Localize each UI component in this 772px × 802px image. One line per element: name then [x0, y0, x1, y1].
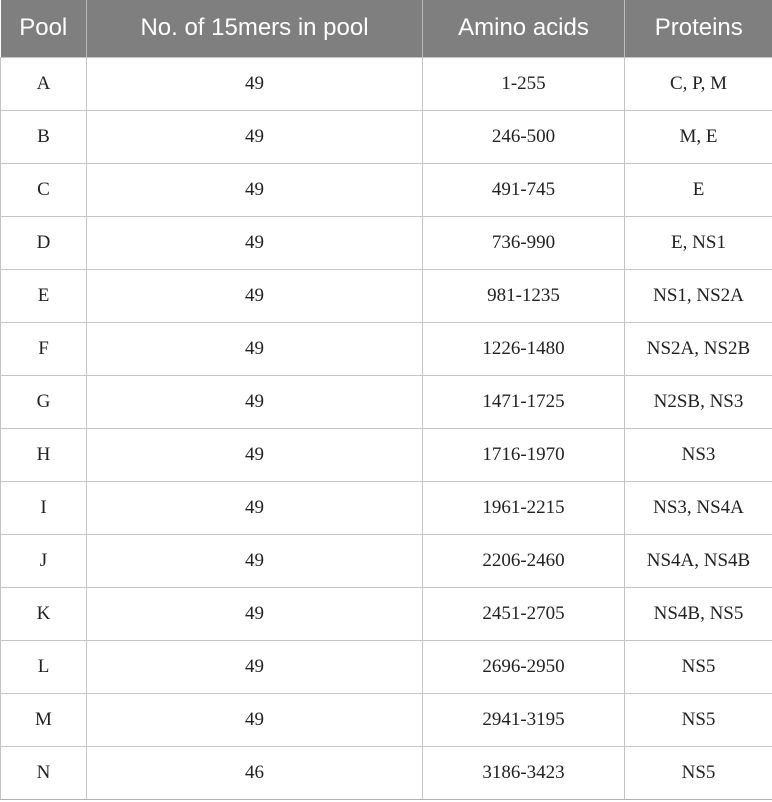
cell-proteins: NS2A, NS2B [625, 322, 772, 375]
cell-15mer-count: 49 [87, 428, 423, 481]
cell-proteins: NS3 [625, 428, 772, 481]
cell-15mer-count: 49 [87, 534, 423, 587]
cell-amino-acids: 1226-1480 [423, 322, 625, 375]
cell-proteins: NS3, NS4A [625, 481, 772, 534]
cell-proteins: C, P, M [625, 57, 772, 110]
cell-15mer-count: 49 [87, 163, 423, 216]
cell-amino-acids: 2696-2950 [423, 640, 625, 693]
cell-proteins: M, E [625, 110, 772, 163]
cell-15mer-count: 46 [87, 746, 423, 799]
table-row [1, 481, 772, 534]
cell-pool: E [1, 269, 87, 322]
cell-pool: F [1, 322, 87, 375]
cell-amino-acids: 736-990 [423, 216, 625, 269]
table-row [1, 163, 772, 216]
table-row [1, 587, 772, 640]
header-amino-acids: Amino acids [423, 0, 625, 57]
cell-pool: J [1, 534, 87, 587]
cell-15mer-count: 49 [87, 481, 423, 534]
cell-pool: H [1, 428, 87, 481]
cell-pool: I [1, 481, 87, 534]
cell-proteins: E, NS1 [625, 216, 772, 269]
cell-amino-acids: 2941-3195 [423, 693, 625, 746]
cell-15mer-count: 49 [87, 269, 423, 322]
cell-proteins: NS5 [625, 746, 772, 799]
cell-amino-acids: 3186-3423 [423, 746, 625, 799]
cell-amino-acids: 246-500 [423, 110, 625, 163]
header-proteins: Proteins [625, 0, 772, 57]
cell-amino-acids: 2451-2705 [423, 587, 625, 640]
cell-proteins: NS4A, NS4B [625, 534, 772, 587]
cell-pool: L [1, 640, 87, 693]
cell-15mer-count: 49 [87, 322, 423, 375]
table-row [1, 428, 772, 481]
table-header [1, 0, 772, 57]
cell-15mer-count: 49 [87, 216, 423, 269]
cell-amino-acids: 1471-1725 [423, 375, 625, 428]
cell-amino-acids: 1961-2215 [423, 481, 625, 534]
cell-15mer-count: 49 [87, 587, 423, 640]
cell-amino-acids: 2206-2460 [423, 534, 625, 587]
header-row [1, 0, 772, 57]
cell-15mer-count: 49 [87, 57, 423, 110]
table-row [1, 322, 772, 375]
cell-15mer-count: 49 [87, 110, 423, 163]
table-row [1, 534, 772, 587]
table-row [1, 375, 772, 428]
table-row [1, 693, 772, 746]
cell-amino-acids: 1716-1970 [423, 428, 625, 481]
cell-pool: A [1, 57, 87, 110]
cell-amino-acids: 981-1235 [423, 269, 625, 322]
cell-proteins: E [625, 163, 772, 216]
cell-pool: N [1, 746, 87, 799]
header-15mer-count: No. of 15mers in pool [87, 0, 423, 57]
table-row [1, 269, 772, 322]
cell-15mer-count: 49 [87, 375, 423, 428]
table-row [1, 746, 772, 799]
cell-15mer-count: 49 [87, 693, 423, 746]
cell-pool: C [1, 163, 87, 216]
cell-amino-acids: 1-255 [423, 57, 625, 110]
table-row [1, 640, 772, 693]
cell-proteins: NS5 [625, 640, 772, 693]
header-pool: Pool [1, 0, 87, 57]
cell-pool: B [1, 110, 87, 163]
table-row [1, 110, 772, 163]
cell-pool: D [1, 216, 87, 269]
table-row [1, 216, 772, 269]
cell-proteins: NS5 [625, 693, 772, 746]
table-body [1, 57, 772, 799]
cell-pool: K [1, 587, 87, 640]
cell-amino-acids: 491-745 [423, 163, 625, 216]
cell-proteins: NS4B, NS5 [625, 587, 772, 640]
cell-pool: G [1, 375, 87, 428]
cell-proteins: N2SB, NS3 [625, 375, 772, 428]
cell-pool: M [1, 693, 87, 746]
cell-proteins: NS1, NS2A [625, 269, 772, 322]
cell-15mer-count: 49 [87, 640, 423, 693]
table-row [1, 57, 772, 110]
